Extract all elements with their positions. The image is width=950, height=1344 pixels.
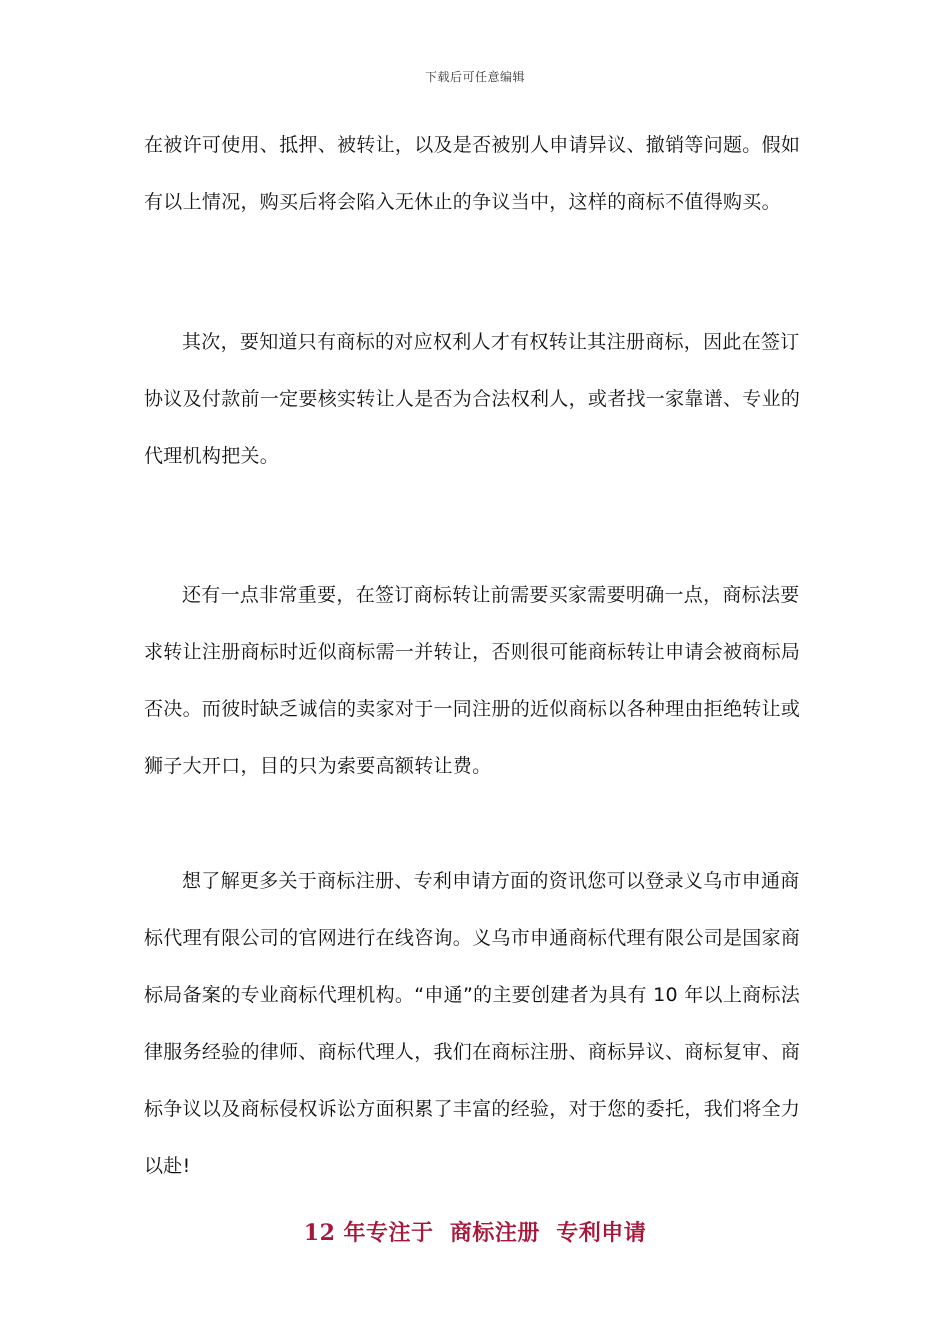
text-line: 否决。而彼时缺乏诚信的卖家对于一同注册的近似商标以各种理由拒绝转让或 [144, 698, 801, 720]
text-line: 在被许可使用、抵押、被转让，以及是否被别人申请异议、撤销等问题。假如 [144, 134, 801, 156]
paragraph-transfer-rights [144, 314, 812, 485]
paragraph-company-info [144, 853, 812, 1195]
text-line: 标代理有限公司的官网进行在线咨询。义乌市申通商标代理有限公司是国家商 [144, 927, 801, 949]
footer-slogan: 12 年专注于 商标注册 专利申请 [303, 1220, 647, 1246]
text-line: 狮子大开口，目的只为索要高额转让费。 [144, 755, 492, 777]
text-line: 律服务经验的律师、商标代理人，我们在商标注册、商标异议、商标复审、商 [144, 1041, 801, 1063]
paragraph-continuation [144, 117, 812, 231]
text-line: 其次，要知道只有商标的对应权利人才有权转让其注册商标，因此在签订 [182, 331, 800, 353]
header-note: 下载后可任意编辑 [424, 70, 525, 84]
text-line: 协议及付款前一定要核实转让人是否为合法权利人，或者找一家靠谱、专业的 [144, 388, 801, 410]
text-line: 代理机构把关。 [144, 445, 280, 467]
text-line: 求转让注册商标时近似商标需一并转让，否则很可能商标转让申请会被商标局 [144, 641, 801, 663]
text-line: 标局备案的专业商标代理机构。“申通”的主要创建者为具有 10 年以上商标法 [144, 984, 801, 1006]
text-line: 还有一点非常重要，在签订商标转让前需要买家需要明确一点，商标法要 [182, 584, 800, 606]
text-line: 想了解更多关于商标注册、专利申请方面的资讯您可以登录义乌市申通商 [182, 870, 800, 892]
text-line: 以赴! [144, 1155, 191, 1177]
text-line: 有以上情况，购买后将会陷入无休止的争议当中，这样的商标不值得购买。 [144, 191, 781, 213]
text-line: 标争议以及商标侵权诉讼方面积累了丰富的经验，对于您的委托，我们将全力 [144, 1098, 801, 1120]
paragraph-similar-marks [144, 567, 812, 795]
